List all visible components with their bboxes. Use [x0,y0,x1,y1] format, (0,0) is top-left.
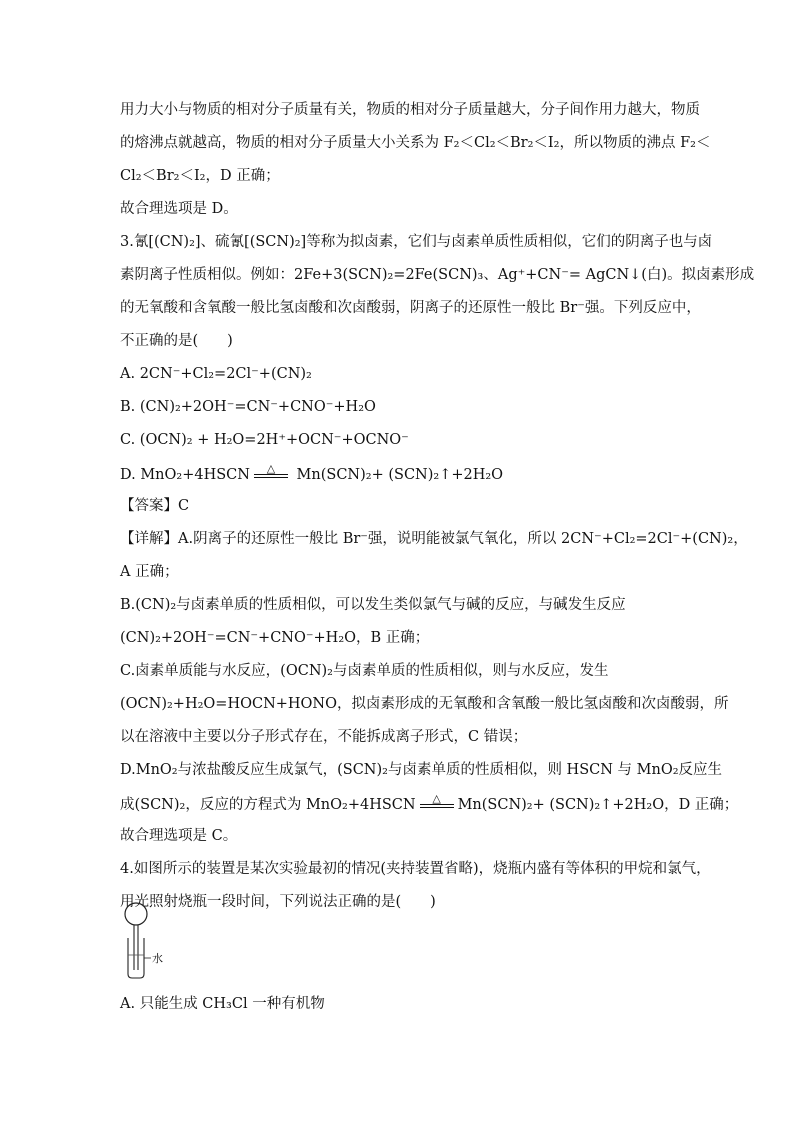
flask-diagram-icon [118,900,178,980]
explanation-line-9 [120,792,739,815]
flask-apparatus-figure [118,900,178,980]
text-line-1: 用力大小与物质的相对分子质量有关，物质的相对分子质量越大，分子间作用力越大，物质 [120,102,700,118]
question-3-line-4: 不正确的是( ) [120,333,233,349]
equation-products: Mn(SCN)₂+ (SCN)₂↑+2H₂O，D 正确； [457,797,739,813]
option-d [120,463,680,485]
explanation-line-2: A 正确； [120,564,179,580]
option-4a: A. 只能生成 CH₃Cl 一种有机物 [120,996,325,1012]
explanation-line-7: 以在溶液中主要以分子形式存在，不能拆成离子形式，C 错误； [120,729,528,745]
question-4-line-2: 用光照射烧瓶一段时间，下列说法正确的是( ) [120,894,436,910]
text-line-2: 的熔沸点就越高，物质的相对分子质量大小关系为 F₂＜Cl₂＜Br₂＜I₂，所以物质的沸点 F₂＜ [120,135,711,151]
heat-condition-equals [418,793,456,811]
explanation-line-5: C.卤素单质能与水反应，(OCN)₂与卤素单质的性质相似，则与水反应，发生 [120,663,609,679]
question-3-line-1: 3.氰[(CN)₂]、硫氰[(SCN)₂]等称为拟卤素，它们与卤素单质性质相似，它们的阴离子也与卤 [120,234,713,250]
heat-triangle-icon: △ [266,462,276,475]
option-d-reactants: D. MnO₂+4HSCN [120,467,250,483]
answer-line: 【答案】C [120,498,190,514]
explanation-line-6: (OCN)₂+H₂O=HOCN+HONO，拟卤素形成的无氧酸和含氧酸一般比氢卤酸和次卤酸弱，所 [120,696,729,712]
conclusion-line: 故合理选项是 C。 [120,828,238,844]
option-c: C. (OCN)₂ + H₂O=2H⁺+OCN⁻+OCNO⁻ [120,432,409,448]
text-line-3: Cl₂＜Br₂＜I₂，D 正确； [120,168,280,184]
option-a: A. 2CN⁻+Cl₂=2Cl⁻+(CN)₂ [120,366,312,382]
question-3-line-3: 的无氧酸和含氧酸一般比氢卤酸和次卤酸弱，阴离子的还原性一般比 Br⁻强。下列反应中， [120,300,701,316]
explanation-line-8: D.MnO₂与浓盐酸反应生成氯气，(SCN)₂与卤素单质的性质相似，则 HSCN 与 MnO₂反应生 [120,762,723,778]
text-line-4: 故合理选项是 D。 [120,201,238,217]
explanation-line-3: B.(CN)₂与卤素单质的性质相似，可以发生类似氯气与碱的反应，与碱发生反应 [120,597,626,613]
heat-condition-equals [252,463,290,481]
equation-reactants: 成(SCN)₂，反应的方程式为 MnO₂+4HSCN [120,797,416,813]
heat-triangle-icon: △ [432,792,441,805]
water-label: 水 [152,952,163,965]
explanation-line-1: 【详解】A.阴离子的还原性一般比 Br⁻强，说明能被氯气氧化，所以 2CN⁻+Cl₂=2Cl⁻+(CN)₂， [120,531,748,547]
explanation-line-4: (CN)₂+2OH⁻=CN⁻+CNO⁻+H₂O，B 正确； [120,630,430,646]
question-4-line-1: 4.如图所示的装置是某次实验最初的情况(夹持装置省略)，烧瓶内盛有等体积的甲烷和氯气， [120,861,711,877]
option-b: B. (CN)₂+2OH⁻=CN⁻+CNO⁻+H₂O [120,399,376,415]
option-d-products: Mn(SCN)₂+ (SCN)₂↑+2H₂O [291,467,504,483]
question-3-line-2: 素阴离子性质相似。例如：2Fe+3(SCN)₂=2Fe(SCN)₃、Ag⁺+CN⁻= AgCN↓(白)。拟卤素形成 [120,267,755,283]
equals-bars [420,804,454,808]
equals-bars [254,474,288,478]
